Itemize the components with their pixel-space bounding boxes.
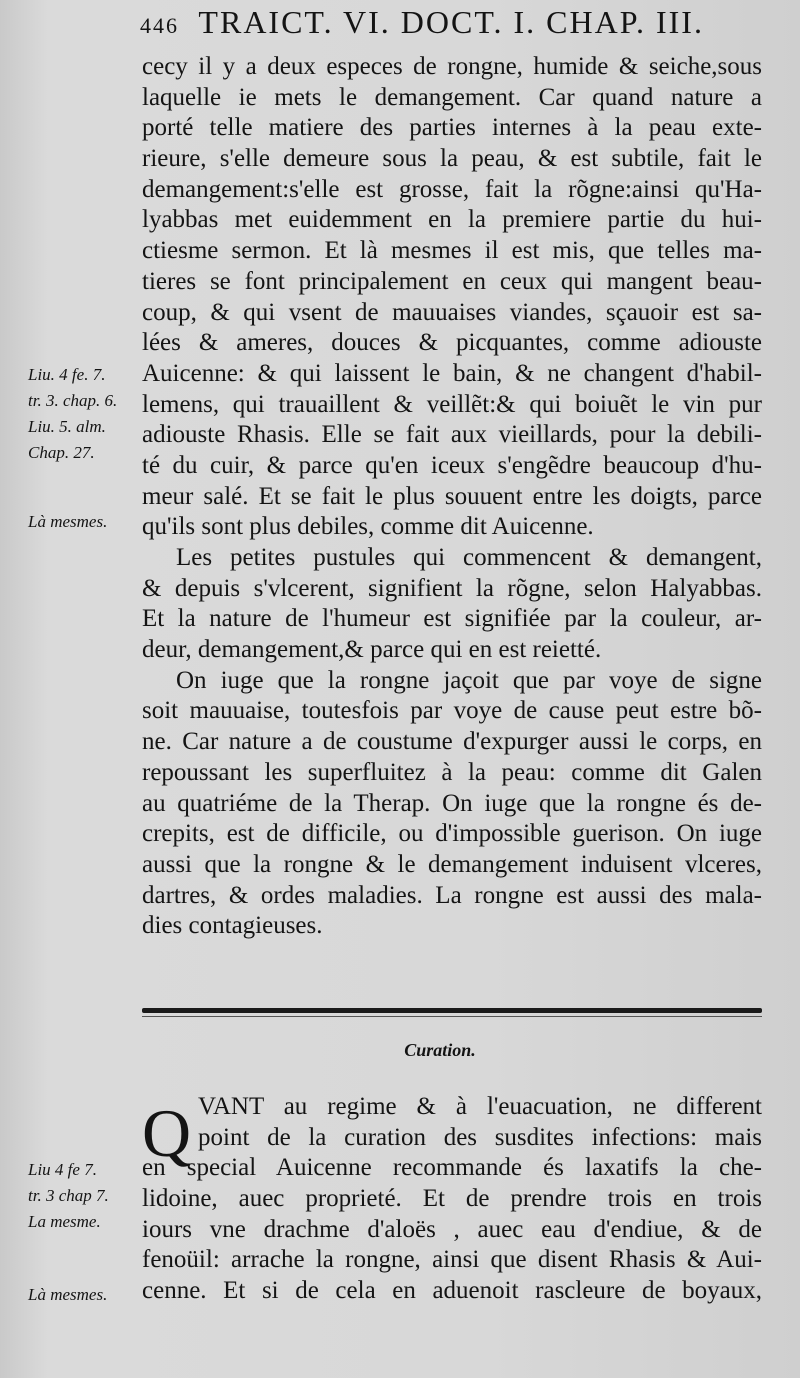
text-line: ne. Car nature a de coustume d'expurger aussi le corps, en [142, 728, 762, 756]
margin-note: Là mesmes. [28, 1285, 108, 1304]
text-line: adiouste Rhasis. Elle se fait aux vieillards, pour la debili- [142, 421, 762, 449]
main-text [142, 52, 762, 942]
margin-note: Liu 4 fe 7. [28, 1160, 97, 1179]
margin-note: La mesme. [28, 1212, 101, 1231]
text-line: meur salé. Et se fait le plus souuent entre les doigts, parce [142, 482, 762, 510]
text-line: fenoüil: arrache la rongne, ainsi que disent Rhasis & Aui- [142, 1246, 762, 1274]
section-divider [142, 1008, 762, 1013]
text-line: soit mauuaise, toutesfois par voye de cause peut estre bõ- [142, 697, 762, 725]
margin-note: Liu. 4 fe. 7. [28, 365, 106, 384]
text-line: té du cuir, & parce qu'en iceux s'engẽdre beaucoup d'hu- [142, 451, 762, 479]
text-line: laquelle ie mets le demangement. Car quand nature a [142, 83, 762, 111]
text-line: cecy il y a deux especes de rongne, humide & seiche,sous [142, 53, 762, 80]
text-line: ctiesme sermon. Et là mesmes il est mis, que telles ma- [142, 237, 762, 265]
text-line: en special Auicenne recommande és laxatifs la che- [142, 1154, 762, 1182]
margin-note: Chap. 27. [28, 443, 95, 462]
text-line: lidoine, auec proprieté. Et de prendre trois en trois [142, 1185, 762, 1213]
margin-note: Liu. 5. alm. [28, 417, 106, 436]
text-line: tieres se font principalement en ceux qui mangent beau- [142, 267, 762, 295]
text-line: lyabbas met euidemment en la premiere partie du hui- [142, 206, 762, 234]
text-line: dies contagieuses. [142, 912, 323, 940]
text-line: iours vne drachme d'aloës , auec eau d'endiue, & de [142, 1215, 762, 1243]
text-line: aussi que la rongne & le demangement induisent vlceres, [142, 850, 762, 878]
section-title: Curation. [404, 1040, 476, 1060]
text-line: lées & ameres, douces & picquantes, comme adiouste [142, 329, 762, 357]
page-header [140, 4, 760, 44]
drop-cap: Q [142, 1095, 192, 1171]
text-line: & depuis s'vlcerent, signifient la rõgne, selon Halyabbas. [142, 574, 762, 602]
text-line: Et la nature de l'humeur est signifiée par la couleur, ar- [142, 605, 762, 633]
text-line: VANT au regime & à l'euacuation, ne different [198, 1093, 762, 1120]
text-line: rieure, s'elle demeure sous la peau, & est subtile, fait le [142, 145, 762, 173]
running-title: TRAICT. VI. DOCT. I. CHAP. III. [198, 4, 704, 40]
text-line: point de la curation des susdites infections: mais [198, 1123, 762, 1151]
text-line: lemens, qui trauaillent & veillẽt:& qui boiuẽt le vin pur [142, 390, 762, 418]
text-line: cenne. Et si de cela en aduenoit rascleure de boyaux, [142, 1277, 762, 1305]
margin-note: tr. 3. chap. 6. [28, 391, 118, 410]
text-line: demangement:s'elle est grosse, fait la rõgne:ainsi qu'Ha- [142, 175, 762, 203]
text-line: au quatriéme de la Therap. On iuge que la rongne és de- [142, 789, 762, 817]
text-line: Les petites pustules qui commencent & demangent, [176, 544, 762, 571]
page-number: 446 [140, 13, 179, 38]
curation-text [142, 1092, 762, 1307]
text-line: On iuge que la rongne jaçoit que par voye de signe [176, 666, 762, 694]
section-divider-thin [142, 1016, 762, 1017]
text-line: Auicenne: & qui laissent le bain, & ne changent d'habil- [142, 359, 762, 387]
text-line: deur, demangement,& parce qui en est reietté. [142, 636, 602, 664]
text-line: dartres, & ordes maladies. La rongne est aussi des mala- [142, 881, 762, 909]
text-line: repoussant les superfluitez à la peau: comme dit Galen [142, 758, 762, 786]
margin-note: tr. 3 chap 7. [28, 1186, 109, 1205]
text-line: qu'ils sont plus debiles, comme dit Auicenne. [142, 513, 594, 541]
text-line: porté telle matiere des parties internes à la peau exte- [142, 114, 762, 142]
text-line: coup, & qui vsent de mauuaises viandes, sçauoir est sa- [142, 298, 762, 326]
text-line: crepits, est de difficile, ou d'impossible guerison. On iuge [142, 820, 762, 848]
margin-note: Là mesmes. [28, 512, 108, 531]
